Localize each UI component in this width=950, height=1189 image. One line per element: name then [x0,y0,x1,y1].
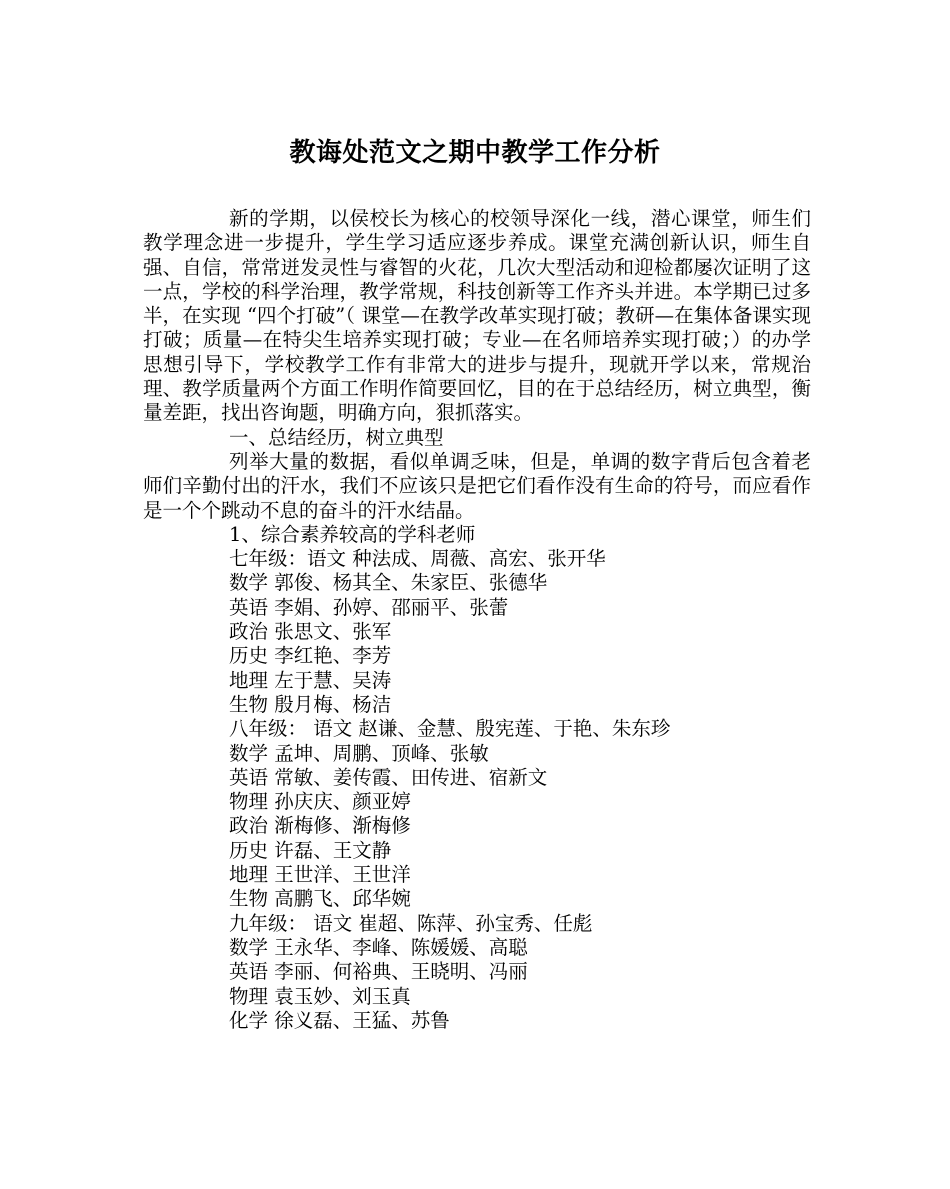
teacher-line: 历史 许磊、王文静 [229,838,392,862]
document-title: 教诲处范文之期中教学工作分析 [289,138,661,168]
teacher-line: 政治 张思文、张军 [229,620,392,644]
intro-paragraph: 新的学期，以侯校长为核心的校领导深化一线，潜心课堂，师生们教学理念进一步提升，学生学习适应逐步养成。课堂充满创新认识，师生自强、自信，常常迸发灵性与睿智的火花，几次大型活动和迎检都屡次证明了这一点，学校的科学治理，教学常规，科技创新等工作齐头并进。本学期已过多半，在实现 “四个打破”（ 课堂—在教学改革实现打破；教研—在集体备课实现打破；质量—在特尖生培养实现打破；专业—在名师培养实现打破；）的办学思想引导下，学校教学工作有非常大的进步与提升，现就开学以来，常规治理、教学质量两个方面工作明作简要回忆，目的在于总结经历，树立典型，衡量差距，找出咨询题，明确方向，狠抓落实。 [143,207,811,425]
teacher-line: 英语 常敏、姜传霞、田传进、宿新文 [229,765,548,789]
document-body [143,207,811,1033]
teacher-line: 八年级： 语文 赵谦、金慧、殷宪莲、于艳、朱东珍 [229,717,671,741]
section-heading: 一、总结经历，树立典型 [229,425,444,449]
teacher-line: 化学 徐义磊、王猛、苏鲁 [229,1008,450,1032]
teacher-line: 政治 渐梅修、渐梅修 [229,814,411,838]
teacher-line: 数学 孟坤、周鹏、顶峰、张敏 [229,741,489,765]
teacher-line: 英语 李娟、孙婷、邵丽平、张蕾 [229,595,509,619]
subheading: 1、综合素养较高的学科老师 [229,522,476,546]
teacher-line: 历史 李红艳、李芳 [229,644,392,668]
teacher-line: 物理 孙庆庆、颜亚婷 [229,790,411,814]
teacher-line: 英语 李丽、何裕典、王晓明、冯丽 [229,960,528,984]
teacher-line: 生物 殷月梅、杨洁 [229,692,392,716]
teacher-line: 地理 左于慧、吴涛 [229,668,392,692]
teacher-line: 生物 高鹏飞、邱华婉 [229,887,411,911]
teacher-line: 九年级： 语文 崔超、陈萍、孙宝秀、任彪 [229,911,593,935]
teacher-line: 物理 袁玉妙、刘玉真 [229,984,411,1008]
teacher-line: 地理 王世洋、王世洋 [229,863,411,887]
teacher-line: 七年级：语文 种法成、周薇、高宏、张开华 [229,547,606,571]
teacher-line: 数学 王永华、李峰、陈媛媛、高聪 [229,935,528,959]
section-paragraph: 列举大量的数据，看似单调乏味，但是，单调的数字背后包含着老师们辛勤付出的汗水，我们不应该只是把它们看作没有生命的符号，而应看作是一个个跳动不息的奋斗的汗水结晶。 [143,449,811,522]
teacher-line: 数学 郭俊、杨其全、朱家臣、张德华 [229,571,548,595]
